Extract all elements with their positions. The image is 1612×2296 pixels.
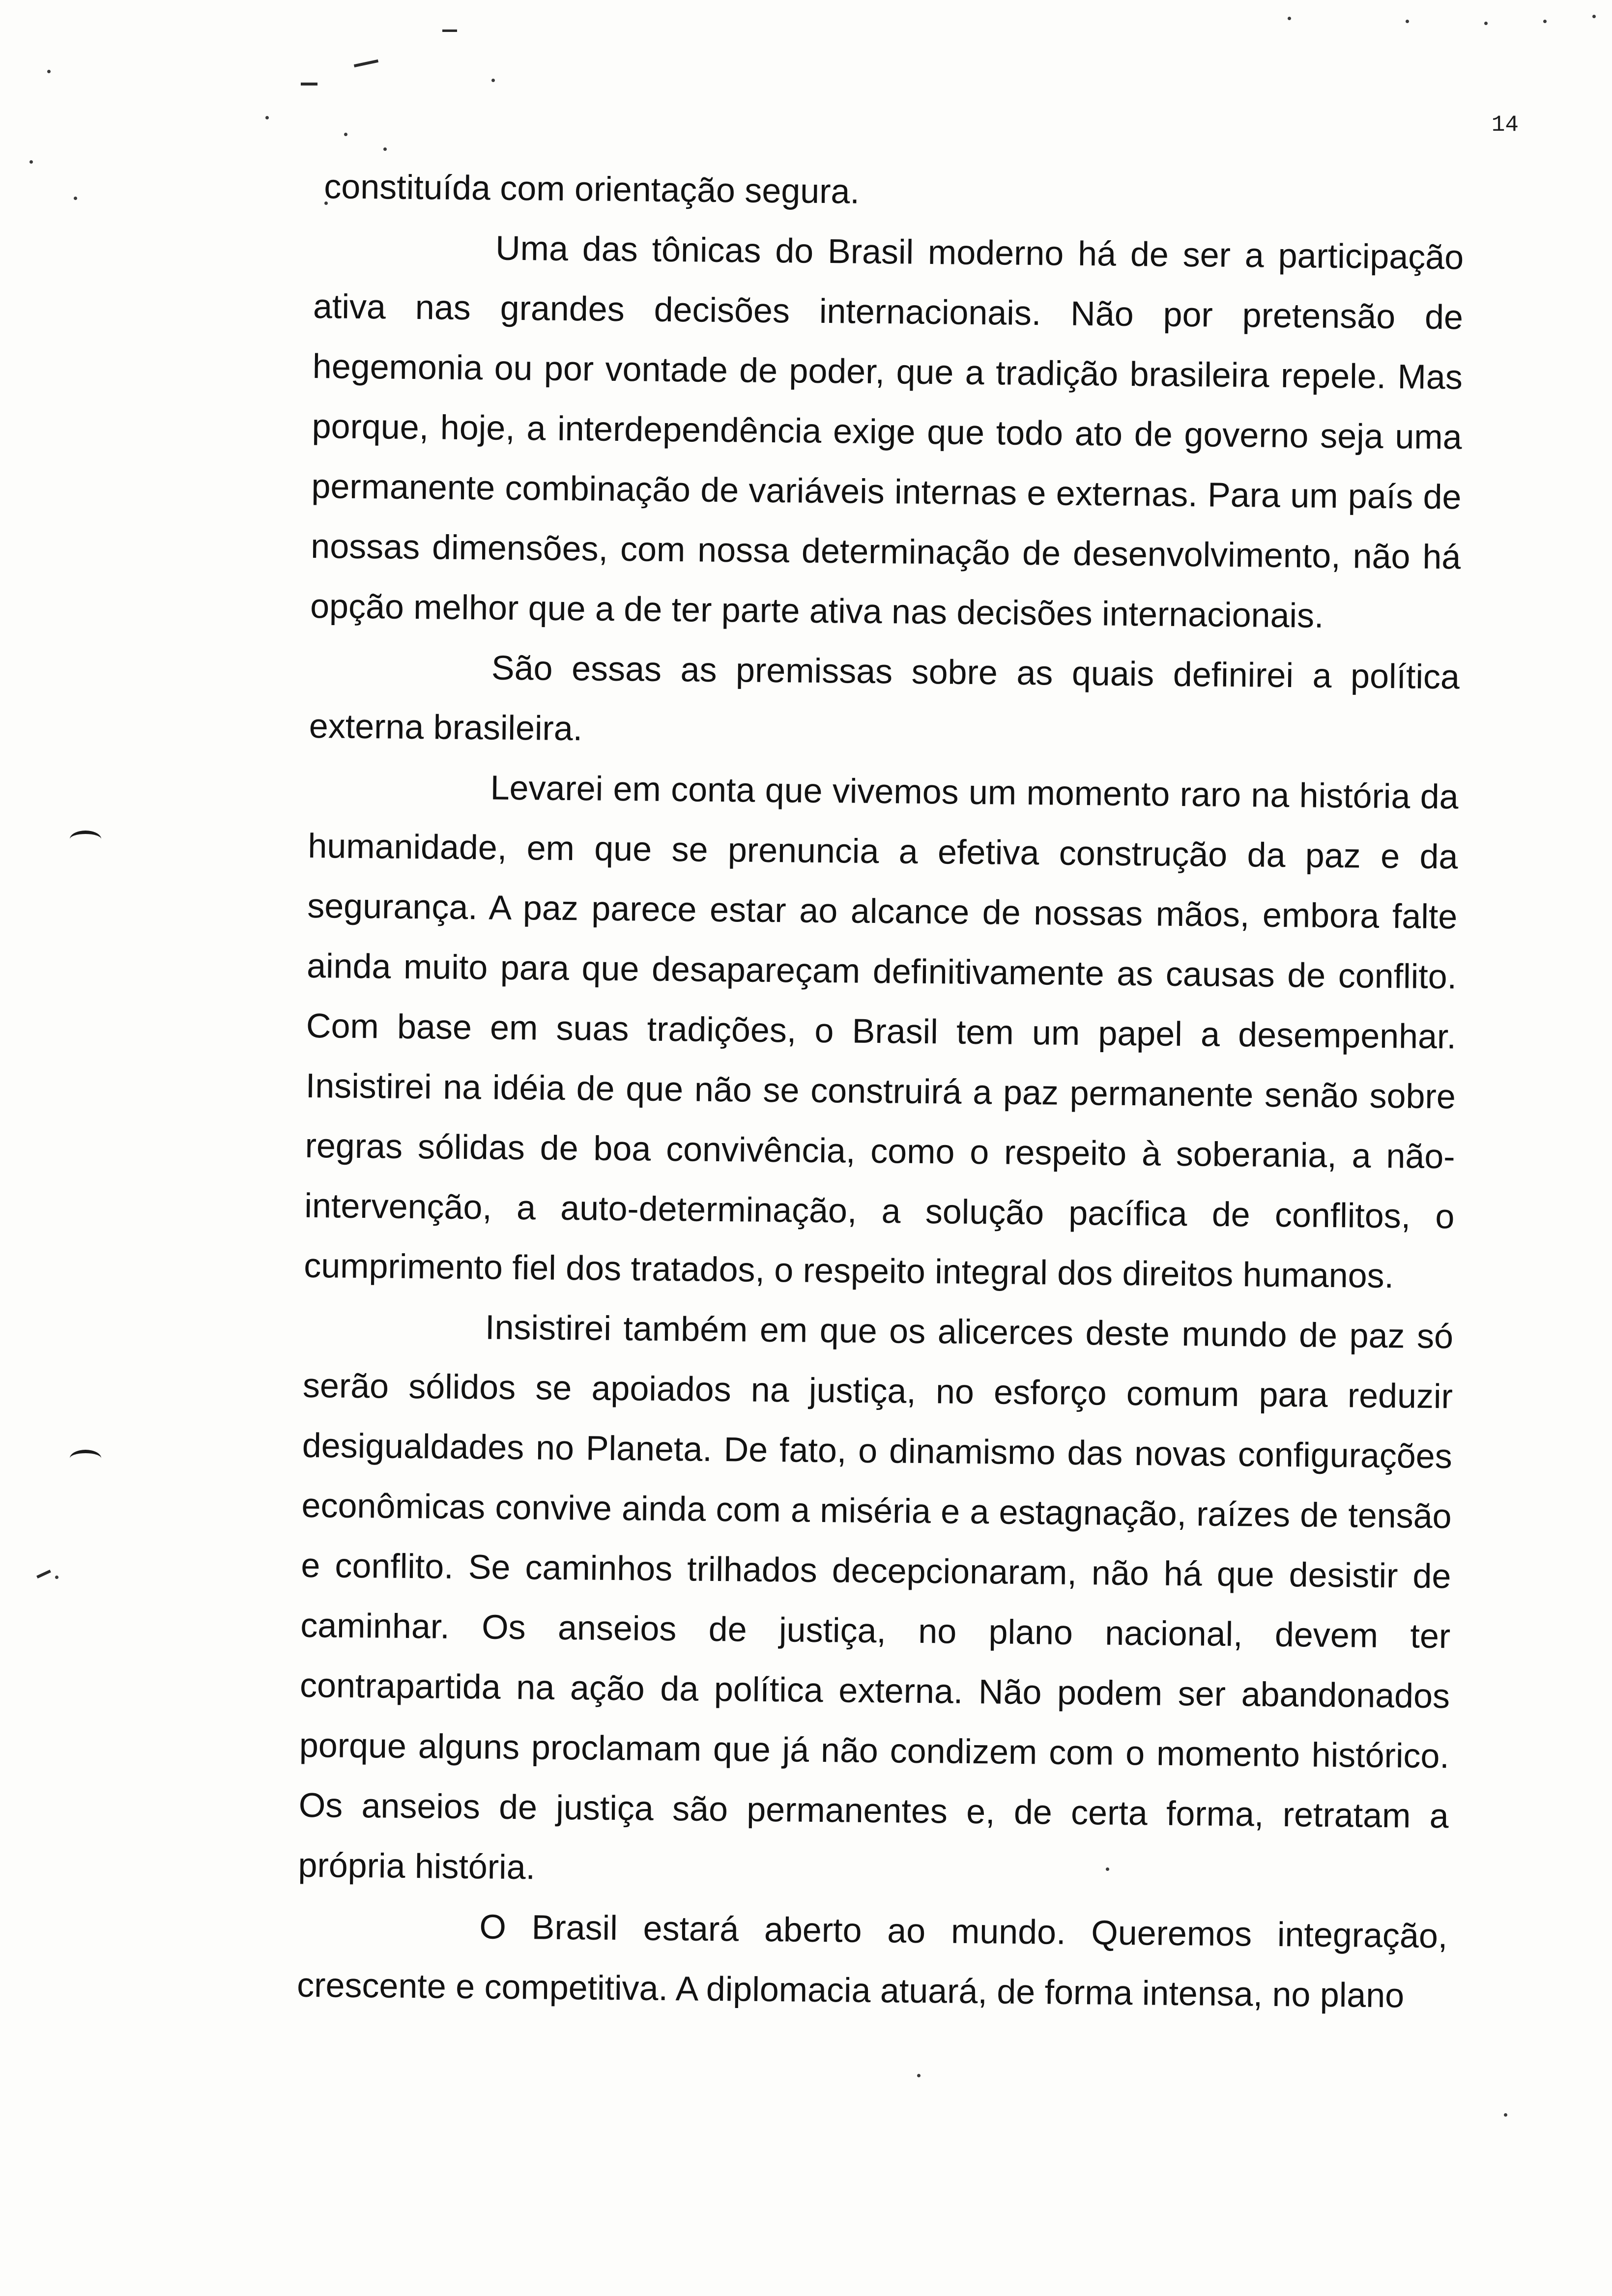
scan-noise-speck xyxy=(265,116,269,119)
paragraph: Levarei em conta que vivemos um momento raro na história da humanidade, em que se prenuncia a efetiva construção da paz e da segurança. A paz parece estar ao alcance de nossas mãos, embora falte ainda muito para que desapareçam definitivamente as causas de conflito. Com base em suas tradições, o Brasil tem um papel a desempenhar. Insistirei na idéia de que não se construirá a paz permanente senão sobre regras sólidas de boa convivência, como o respeito à soberania, a não-intervenção, a auto-determinação, a solução pacífica de conflitos, o cumprimento fiel dos tratados, o respeito integral dos direitos humanos. xyxy=(303,768,1459,1295)
scan-noise-speck xyxy=(1406,20,1409,23)
margin-arc-mark xyxy=(70,1450,101,1467)
scan-noise-mark xyxy=(301,83,317,86)
scan-noise-speck xyxy=(55,1576,58,1579)
scan-noise-speck xyxy=(1592,15,1596,18)
margin-arc-mark xyxy=(70,831,101,848)
paragraph: São essas as premissas sobre as quais definirei a política externa brasileira. xyxy=(309,648,1460,748)
scan-noise-speck xyxy=(1504,2113,1507,2117)
paragraph: O Brasil estará aberto ao mundo. Queremos integração, crescente e competitiva. A diplomacia atuará, de forma intensa, no plano xyxy=(296,1907,1448,2015)
scan-noise-speck xyxy=(47,70,51,73)
scan-noise-speck xyxy=(491,79,495,82)
scan-noise-speck xyxy=(383,147,387,151)
scan-noise-speck xyxy=(917,2074,921,2077)
scan-noise-mark xyxy=(36,1570,51,1578)
scan-noise-speck xyxy=(29,160,33,164)
page-number: 14 xyxy=(1491,112,1519,138)
scan-noise-mark xyxy=(442,29,457,32)
document-body xyxy=(297,156,1465,2026)
scan-noise-speck xyxy=(344,133,347,136)
scan-noise-speck xyxy=(74,197,77,200)
scan-noise-speck xyxy=(1484,22,1488,25)
scan-noise-speck xyxy=(1543,20,1547,23)
paragraph: constituída com orientação segura. xyxy=(324,167,860,211)
paragraph: Insistirei também em que os alicerces deste mundo de paz só serão sólidos se apoiados na justiça, no esforço comum para reduzir desigualdades no Planeta. De fato, o dinamismo das novas configurações econômicas convive ainda com a miséria e a estagnação, raízes de tensão e conflito. Se caminhos trilhados decepcionaram, não há que desistir de caminhar. Os anseios de justiça, no plano nacional, devem ter contrapartida na ação da política externa. Não podem ser abandonados porque alguns proclamam que já não condizem com o momento histórico. Os anseios de justiça são permanentes e, de certa forma, retratam a própria história. xyxy=(298,1308,1454,1887)
paragraph: Uma das tônicas do Brasil moderno há de ser a participação ativa nas grandes decisões internacionais. Não por pretensão de hegemonia ou por vontade de poder, que a tradição brasileira repele. Mas porque, hoje, a interdependência exige que todo ato de governo seja uma permanente combinação de variáveis internas e externas. Para um país de nossas dimensões, com nossa determinação de desenvolvimento, não há opção melhor que a de ter parte ativa nas decisões internacionais. xyxy=(310,229,1464,635)
scan-noise-speck xyxy=(1288,17,1291,20)
scan-noise-mark xyxy=(354,59,378,67)
